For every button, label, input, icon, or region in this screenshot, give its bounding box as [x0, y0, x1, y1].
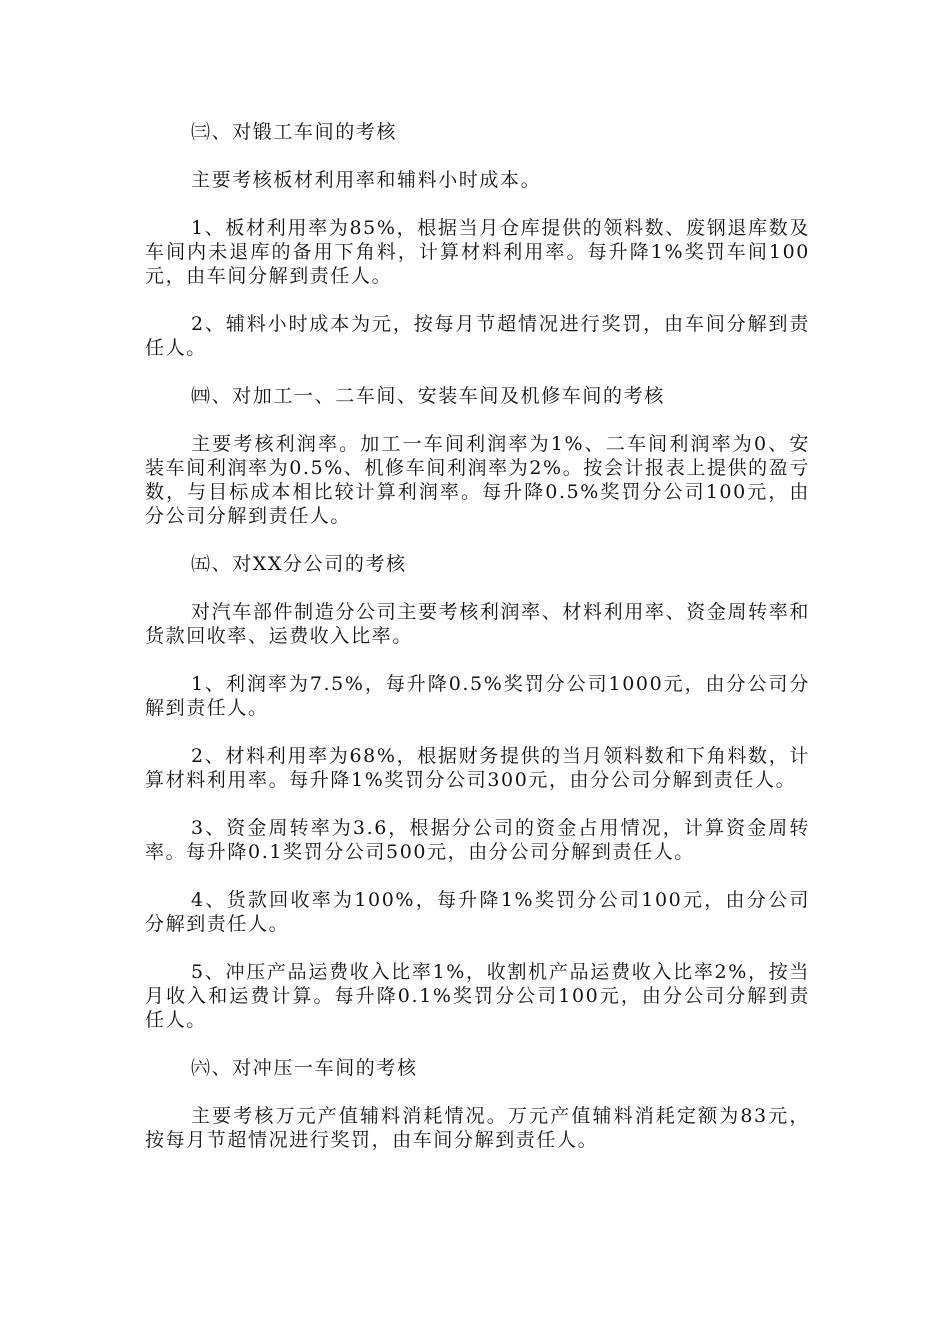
paragraph: 主要考核利润率。加工一车间利润率为1%、二车间利润率为0、安装车间利润率为0.5%、机修车间利润率为2%。按会计报表上提供的盈亏数，与目标成本相比较计算利润率。每升降0.5%奖罚分公司100元，由分公司分解到责任人。: [145, 433, 810, 527]
paragraph: 主要考核板材利用率和辅料小时成本。: [191, 169, 542, 191]
paragraph: 1、板材利用率为85%，根据当月仓库提供的领料数、废钢退库数及车间内未退库的备用下角料，计算材料利用率。每升降1%奖罚车间100元，由车间分解到责任人。: [145, 217, 810, 287]
paragraph: 2、材料利用率为68%，根据财务提供的当月领料数和下角料数，计算材料利用率。每升降1%奖罚分公司300元，由分公司分解到责任人。: [145, 745, 810, 791]
paragraph: 对汽车部件制造分公司主要考核利润率、材料利用率、资金周转率和货款回收率、运费收入比率。: [145, 601, 810, 647]
document-body: [145, 120, 810, 1176]
section-heading-5: ㈤、对XX分公司的考核: [191, 553, 407, 575]
section-heading-6: ㈥、对冲压一车间的考核: [191, 1057, 418, 1079]
section-heading-3: ㈢、对锻工车间的考核: [191, 121, 398, 143]
paragraph: 主要考核万元产值辅料消耗情况。万元产值辅料消耗定额为83元，按每月节超情况进行奖罚，由车间分解到责任人。: [145, 1105, 810, 1151]
section-heading-4: ㈣、对加工一、二车间、安装车间及机修车间的考核: [191, 385, 665, 407]
paragraph: 1、利润率为7.5%，每升降0.5%奖罚分公司1000元，由分公司分解到责任人。: [145, 673, 810, 719]
paragraph: 4、货款回收率为100%，每升降1%奖罚分公司100元，由分公司分解到责任人。: [145, 889, 810, 935]
paragraph: 2、辅料小时成本为元，按每月节超情况进行奖罚，由车间分解到责任人。: [145, 313, 810, 359]
paragraph: 5、冲压产品运费收入比率1%，收割机产品运费收入比率2%，按当月收入和运费计算。每升降0.1%奖罚分公司100元，由分公司分解到责任人。: [145, 961, 810, 1031]
paragraph: 3、资金周转率为3.6，根据分公司的资金占用情况，计算资金周转率。每升降0.1奖罚分公司500元，由分公司分解到责任人。: [145, 817, 810, 863]
